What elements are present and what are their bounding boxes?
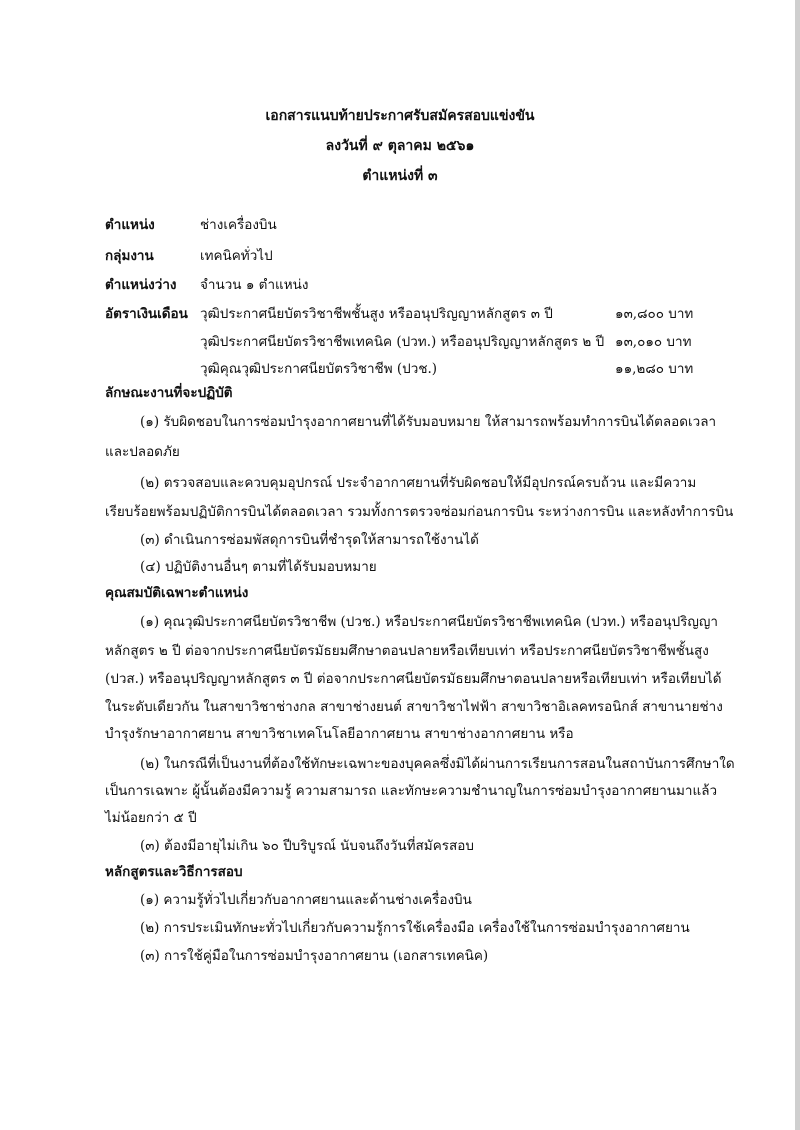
exam-heading: หลักสูตรและวิธีการสอบ bbox=[105, 864, 243, 880]
duty-line: (๓) ดำเนินการซ่อมพัสดุการบินที่ชำรุดให้สามารถใช้งานได้ bbox=[140, 532, 479, 548]
qualification-line: (๓) ต้องมีอายุไม่เกิน ๖๐ ปีบริบูรณ์ นับจนถึงวันที่สมัครสอบ bbox=[140, 838, 474, 854]
salary-amount: ๑๓,๐๑๐ บาท bbox=[615, 334, 692, 350]
qualification-line: ในระดับเดียวกัน ในสาขาวิชาช่างกล สาขาช่างยนต์ สาขาวิชาไฟฟ้า สาขาวิชาอิเลคทรอนิกส์ สาขานายช่าง bbox=[105, 699, 723, 715]
duty-line: (๔) ปฏิบัติงานอื่นๆ ตามที่ได้รับมอบหมาย bbox=[140, 559, 377, 575]
vacancy-label: ตำแหน่งว่าง bbox=[105, 277, 177, 293]
duty-line: (๑) รับผิดชอบในการซ่อมบำรุงอากาศยานที่ได้รับมอบหมาย ให้สามารถพร้อมทำการบินได้ตลอดเวลา bbox=[140, 414, 717, 430]
salary-qualification: วุฒิประกาศนียบัตรวิชาชีพเทคนิค (ปวท.) หรืออนุปริญญาหลักสูตร ๒ ปี bbox=[200, 334, 605, 350]
document-title: เอกสารแนบท้ายประกาศรับสมัครสอบแข่งขัน bbox=[265, 108, 535, 124]
exam-line: (๑) ความรู้ทั่วไปเกี่ยวกับอากาศยานและด้านช่างเครื่องบิน bbox=[140, 892, 472, 908]
qualification-line: เป็นการเฉพาะ ผู้นั้นต้องมีความรู้ ความสามารถ และทักษะความชำนาญในการซ่อมบำรุงอากาศยานมาแล้ว bbox=[105, 783, 718, 799]
position-value: ช่างเครื่องบิน bbox=[200, 217, 277, 233]
duty-line: เรียบร้อยพร้อมปฏิบัติการบินได้ตลอดเวลา รวมทั้งการตรวจซ่อมก่อนการบิน ระหว่างการบิน และหลังทำการบิน bbox=[105, 504, 734, 520]
salary-label: อัตราเงินเดือน bbox=[105, 306, 188, 322]
position-number: ตำแหน่งที่ ๓ bbox=[362, 168, 438, 184]
salary-amount: ๑๓,๘๐๐ บาท bbox=[615, 306, 694, 322]
qualification-line: (๒) ในกรณีที่เป็นงานที่ต้องใช้ทักษะเฉพาะของบุคคลซึ่งมิได้ผ่านการเรียนการสอนในสถาบันการศึกษาใด bbox=[140, 756, 735, 772]
qualification-line: หลักสูตร ๒ ปี ต่อจากประกาศนียบัตรมัธยมศึกษาตอนปลายหรือเทียบเท่า หรือประกาศนียบัตรวิชาชีพชั้นสูง bbox=[105, 643, 709, 659]
work-group-value: เทคนิคทั่วไป bbox=[200, 248, 273, 264]
qualification-line: บำรุงรักษาอากาศยาน สาขาวิชาเทคโนโลยีอากาศยาน สาขาช่างอากาศยาน หรือ bbox=[105, 726, 574, 742]
scan-edge bbox=[795, 0, 800, 1130]
exam-line: (๒) การประเมินทักษะทั่วไปเกี่ยวกับความรู้การใช้เครื่องมือ เครื่องใช้ในการซ่อมบำรุงอากาศยาน bbox=[140, 920, 690, 936]
qualifications-heading: คุณสมบัติเฉพาะตำแหน่ง bbox=[105, 585, 249, 601]
qualification-line: (ปวส.) หรืออนุปริญญาหลักสูตร ๓ ปี ต่อจากประกาศนียบัตรมัธยมศึกษาตอนปลายหรือเทียบเท่า หรือเทียบได้ bbox=[105, 671, 722, 687]
duties-heading: ลักษณะงานที่จะปฏิบัติ bbox=[105, 385, 233, 401]
work-group-label: กลุ่มงาน bbox=[105, 248, 154, 264]
qualification-line: ไม่น้อยกว่า ๕ ปี bbox=[105, 810, 197, 826]
salary-qualification: วุฒิคุณวุฒิประกาศนียบัตรวิชาชีพ (ปวช.) bbox=[200, 361, 438, 377]
qualification-line: (๑) คุณวุฒิประกาศนียบัตรวิชาชีพ (ปวช.) หรือประกาศนียบัตรวิชาชีพเทคนิค (ปวท.) หรืออนุปริญญา bbox=[140, 614, 718, 630]
duty-line: และปลอดภัย bbox=[105, 444, 180, 460]
vacancy-value: จำนวน ๑ ตำแหน่ง bbox=[200, 277, 309, 293]
document-date: ลงวันที่ ๙ ตุลาคม ๒๕๖๑ bbox=[325, 138, 475, 154]
position-label: ตำแหน่ง bbox=[105, 217, 155, 233]
salary-amount: ๑๑,๒๘๐ บาท bbox=[615, 361, 694, 377]
salary-qualification: วุฒิประกาศนียบัตรวิชาชีพชั้นสูง หรืออนุปริญญาหลักสูตร ๓ ปี bbox=[200, 306, 553, 322]
exam-line: (๓) การใช้คู่มือในการซ่อมบำรุงอากาศยาน (เอกสารเทคนิค) bbox=[140, 948, 489, 964]
duty-line: (๒) ตรวจสอบและควบคุมอุปกรณ์ ประจำอากาศยานที่รับผิดชอบให้มีอุปกรณ์ครบถ้วน และมีความ bbox=[140, 475, 697, 491]
